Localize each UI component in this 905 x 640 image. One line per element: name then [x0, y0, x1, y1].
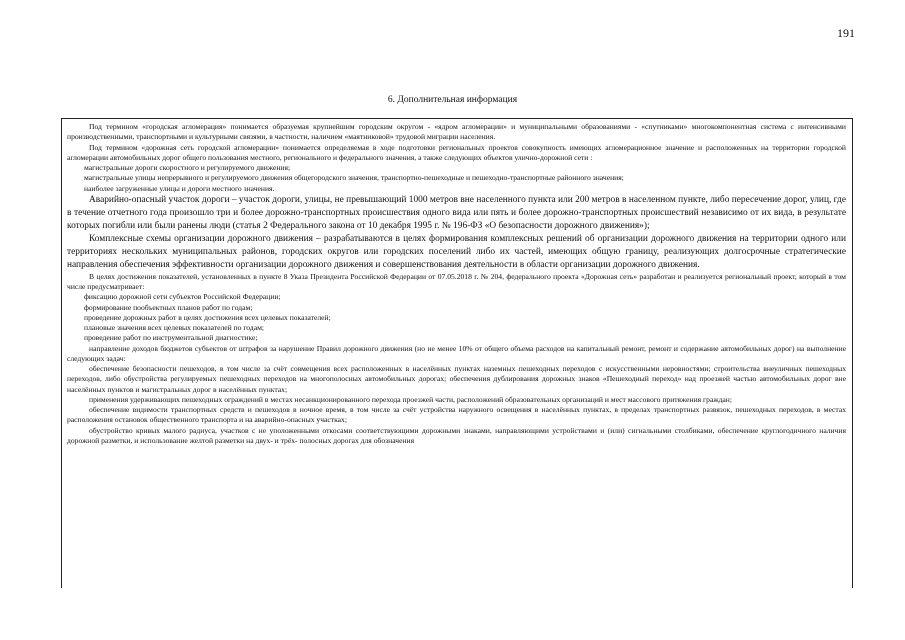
list-item: фиксацию дорожной сети субъектов Российской Федерации;	[84, 292, 281, 302]
section-title: 6. Дополнительная информация	[387, 95, 518, 105]
list-item: плановые значения всех целевых показателей по годам;	[84, 323, 265, 332]
paragraph-curves-markings: обустройство кривых малого радиуса, участков с не уположенными откосами соответствующими дорожными знаками, направляющими устройствами и (или) сигнальными столбиками, обеспечение круглогодичного наличия дорожной разметки, и использование желтой разметки на двух- и трёх- полосных дорогах для обозначения	[67, 425, 846, 445]
paragraph-traffic-schemes: Комплексные схемы организации дорожного движения – разрабатываются в целях формирования комплексных решений об организации дорожного движения на территории одного или территориях нескольких муниципальных районов, городских округов или городских поселений либо их частей, имеющих общую границу, реализующих долгосрочные стратегические направления обеспечения эффективности организации дорожного движения и совершенствования деятельности в области организации дорожного движения.	[67, 233, 846, 270]
paragraph-hazardous-section: Аварийно-опасный участок дороги – участок дороги, улицы, не превышающий 1000 метров вне населенного пункта или 200 метров в населенном пункте, либо пересечение дорог, улиц, где в течение отчетного года произошло три и более дорожно-транспортных происшествия одного вида или пять и более дорожно-транспортных происшествий независимо от их вида, в результате которых погибли или были ранены люди (статья 2 Федерального закона от 10 декабря 1995 г. № 196-ФЗ «О безопасности дорожного движения»);	[67, 194, 846, 231]
list-item: магистральные дороги скоростного и регулируемого движения;	[84, 163, 291, 172]
content-frame	[61, 118, 853, 588]
page-number: 191	[837, 26, 855, 40]
list-item: формирование пообъектных планов работ по годам;	[84, 302, 253, 312]
list-item: проведение дорожных работ в целях достижения всех целевых показателей;	[84, 312, 331, 322]
paragraph-night-visibility: обеспечение видимости транспортных средств и пешеходов в ночное время, в том числе за счёт устройства наружного освещения в населённых пунктах, в пределах транспортных развязок, пешеходных переходов, в местах расположения остановок общественного транспорта и на аварийно-опасных участках;	[67, 405, 846, 425]
paragraph-fines-allocation: направление доходов бюджетов субъектов от штрафов за нарушение Правил дорожного движения (но не менее 10% от общего объема расходов на капитальный ремонт, ремонт и содержание автомобильных дорог) на выполнение следующих задач:	[67, 343, 846, 363]
paragraph-road-network-definition: Под термином «дорожная сеть городской агломерации» понимается определяемая в ходе подготовки региональных проектов совокупность имеющих агломерационное значение и расположенных на территории городской агломерации автомобильных дорог общего пользования местного, регионального и федерального значения, а также следующих объектов улично-дорожной сети :	[67, 142, 846, 162]
paragraph-regional-project: В целях достижения показателей, установленных в пункте 8 Указа Президента Российской Федерации от 07.05.2018 г. № 204, федерального проекта «Дорожная сеть» разработан и реализуется региональный проект, который в том числе предусматривает:	[67, 271, 846, 291]
paragraph-agglomeration-definition: Под термином «городская агломерация» понимается образуемая крупнейшим городским округом - «ядром агломерации» и муниципальными образованиями - «спутниками» многокомпонентная система с интенсивными производственными, транспортными и культурными связями, в частности, наличием «маятниковой» трудовой миграции населения.	[67, 122, 846, 142]
list-item: наиболее загруженные улицы и дороги местного значения.	[84, 183, 275, 193]
paragraph-pedestrian-safety: обеспечение безопасности пешеходов, в том числе за счёт совмещения всех расположенных в населённых пунктах наземных пешеходных переходов с искусственными неровностями; строительства внеуличных пешеходных переходов, либо обустройства регулируемых пешеходных переходов на многополосных автомобильных дорогах; обеспечения дублирования дорожных знаков «Пешеходный переход» над проезжей частью автомобильных дорог вне населённых пунктов и магистральных дорог в населённых пунктах;	[67, 364, 846, 394]
list-item: магистральные улицы непрерывного и регулируемого движения общегородского значения, транспортно-пешеходные и пешеходно-транспортные районного значения;	[84, 173, 624, 183]
paragraph-pedestrian-barriers: применения удерживающих пешеходных ограждений в местах несанкционированного перехода проезжей части, расположений образовательных организаций и мест массового притяжения граждан;	[89, 394, 732, 404]
list-item: проведение работ по инструментальной диагностике;	[84, 333, 258, 343]
